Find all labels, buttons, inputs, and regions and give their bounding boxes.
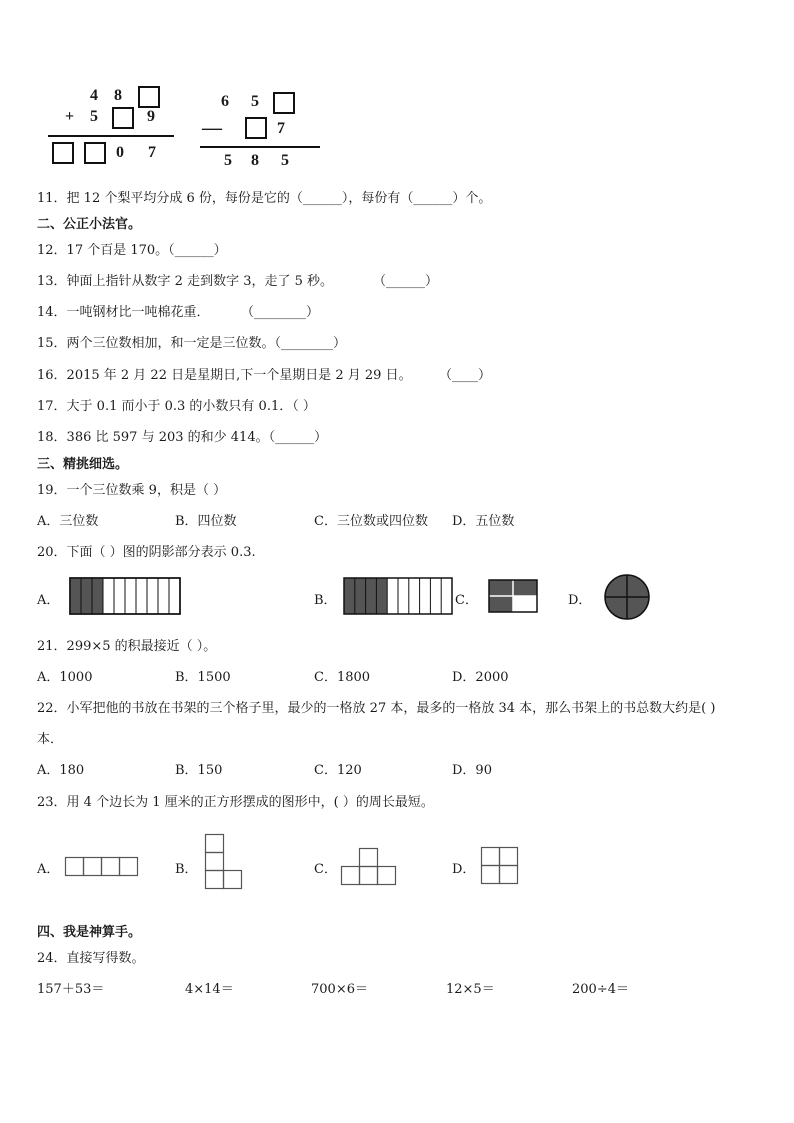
q19-option-c[interactable]: C．三位数或四位数 [314, 514, 428, 529]
q23-figure-b-l-shape [205, 834, 244, 891]
question-24: 24．直接写得数。 [37, 951, 145, 966]
q20-option-a-label[interactable]: A． [37, 593, 60, 608]
calc2-blank-box-1[interactable] [273, 92, 295, 114]
calc1-blank-box-1[interactable] [138, 86, 160, 108]
q23-figure-d-square [481, 847, 520, 886]
question-22-line-1: 22．小军把他的书放在书架的三个格子里，最少的一格放 27 本，最多的一格放 34 本，那么书架上的书总数大约是( ) [37, 701, 716, 716]
q24-item-3: 700×6＝ [311, 982, 368, 997]
q20-figure-c-square [489, 580, 537, 612]
calc1-plus-sign: + [65, 108, 75, 125]
calc1-row2-digit-1: 5 [90, 108, 98, 125]
question-21: 21．299×5 的积最接近（ ）。 [37, 639, 217, 654]
q19-option-a[interactable]: A．三位数 [37, 514, 99, 529]
q22-option-c[interactable]: C．120 [314, 763, 362, 778]
question-16: 16．2015 年 2 月 22 日是星期日,下一个星期日是 2 月 29 日。 [37, 368, 412, 383]
calc2-row1-digit-2: 5 [251, 93, 259, 110]
section-3-heading: 三、精挑细选。 [37, 457, 129, 472]
question-14: 14．一吨钢材比一吨棉花重． [37, 305, 210, 320]
question-22-line-2: 本． [37, 732, 64, 747]
q24-item-2: 4×14＝ [185, 982, 234, 997]
calc1-result-digit-2: 7 [148, 144, 156, 161]
question-16-blank[interactable]: （____） [439, 368, 492, 383]
question-18: 18．386 比 597 与 203 的和少 414。（______） [37, 430, 328, 445]
q24-item-1: 157＋53＝ [37, 982, 105, 997]
calc2-result-digit-1: 5 [224, 152, 232, 169]
question-20: 20．下面（ ）图的阴影部分表示 0.3. [37, 545, 256, 560]
question-23: 23．用 4 个边长为 1 厘米的正方形摆成的图形中，( ）的周长最短。 [37, 795, 434, 810]
calc1-row1-digit-1: 4 [90, 87, 98, 104]
q23-figure-a-row [65, 857, 139, 876]
section-4-heading: 四、我是神算手。 [37, 925, 142, 940]
q19-option-d[interactable]: D．五位数 [452, 514, 515, 529]
calc2-minus-sign: — [202, 117, 222, 139]
question-17: 17．大于 0.1 而小于 0.3 的小数只有 0.1．（ ） [37, 399, 316, 414]
q22-option-d[interactable]: D．90 [452, 763, 492, 778]
question-14-blank[interactable]: （________） [241, 305, 320, 320]
q20-figure-a-strip [70, 578, 180, 614]
calc2-result-digit-2: 8 [251, 152, 259, 169]
calc1-row1-digit-2: 8 [114, 87, 122, 104]
question-19: 19．一个三位数乘 9，积是（ ） [37, 483, 227, 498]
q20-option-d-label[interactable]: D． [568, 593, 592, 608]
question-12: 12．17 个百是 170。（______） [37, 243, 227, 258]
calc2-blank-box-2[interactable] [245, 117, 267, 139]
calc2-result-digit-3: 5 [281, 152, 289, 169]
calc1-sum-line [48, 135, 174, 137]
calc1-blank-box-3[interactable] [52, 142, 74, 164]
question-15: 15．两个三位数相加，和一定是三位数。（________） [37, 336, 347, 351]
q22-option-a[interactable]: A．180 [37, 763, 85, 778]
calc2-diff-line [200, 146, 320, 148]
q23-option-d-label[interactable]: D． [452, 862, 476, 877]
calc2-row2-digit-1: 7 [277, 120, 285, 137]
q23-option-c-label[interactable]: C． [314, 862, 337, 877]
calc2-row1-digit-1: 6 [221, 93, 229, 110]
q24-item-5: 200÷4＝ [572, 982, 629, 997]
q21-option-a[interactable]: A．1000 [37, 670, 93, 685]
q20-option-c-label[interactable]: C． [455, 593, 478, 608]
calc1-result-digit-1: 0 [116, 144, 124, 161]
q21-option-d[interactable]: D．2000 [452, 670, 509, 685]
calc1-row2-digit-2: 9 [147, 108, 155, 125]
q22-option-b[interactable]: B．150 [175, 763, 223, 778]
q20-figure-d-circle [603, 573, 651, 621]
q23-option-b-label[interactable]: B． [175, 862, 198, 877]
q21-option-c[interactable]: C．1800 [314, 670, 371, 685]
q20-figure-b-strip [344, 578, 452, 614]
q20-option-b-label[interactable]: B． [314, 593, 337, 608]
question-13-blank[interactable]: （______） [373, 274, 439, 289]
q21-option-b[interactable]: B．1500 [175, 670, 231, 685]
question-11: 11．把 12 个梨平均分成 6 份，每份是它的（______），每份有（______）个。 [37, 191, 492, 206]
section-2-heading: 二、公正小法官。 [37, 217, 142, 232]
q24-item-4: 12×5＝ [446, 982, 495, 997]
question-13: 13．钟面上指针从数字 2 走到数字 3，走了 5 秒。 [37, 274, 334, 289]
calc1-blank-box-4[interactable] [84, 142, 106, 164]
q23-figure-c-t-shape [341, 848, 398, 887]
calc1-blank-box-2[interactable] [112, 107, 134, 129]
q19-option-b[interactable]: B．四位数 [175, 514, 237, 529]
q23-option-a-label[interactable]: A． [37, 862, 60, 877]
